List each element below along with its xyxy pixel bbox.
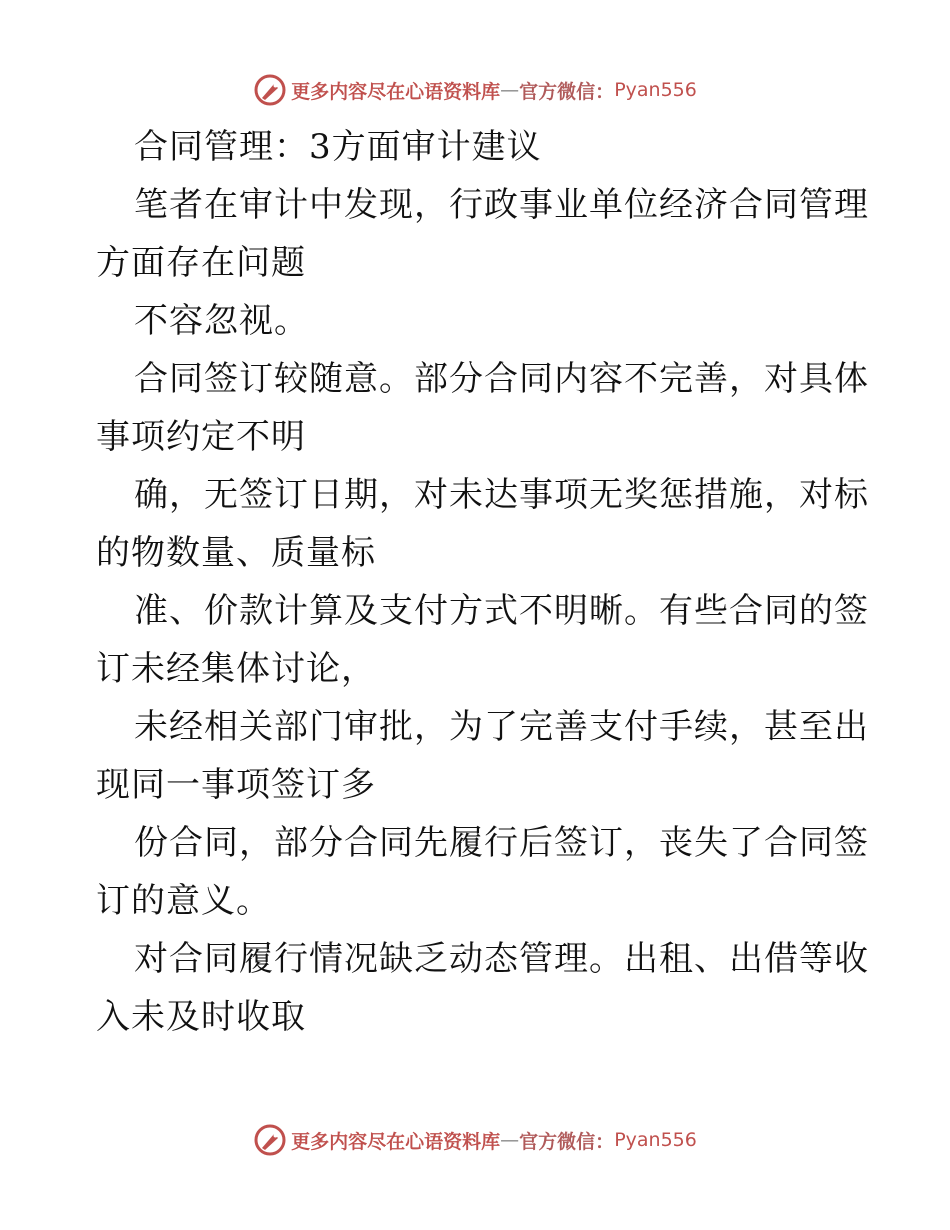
body-line: 不容忽视。: [134, 301, 309, 341]
body-line: 准、价款计算及支付方式不明晰。有些合同的签: [134, 591, 869, 631]
body-line: 对合同履行情况缺乏动态管理。出租、出借等收: [134, 939, 869, 979]
body-line: 订的意义。: [96, 881, 271, 921]
body-line: 方面存在问题: [96, 243, 306, 283]
watermark-wechat-id: Pyan556: [614, 79, 697, 101]
body-line: 份合同，部分合同先履行后签订，丧失了合同签: [134, 823, 869, 863]
body-line: 入未及时收取: [96, 997, 306, 1037]
body-line: 确，无签订日期，对未达事项无奖惩措施，对标: [134, 475, 869, 515]
body-line: 现同一事项签订多: [96, 765, 376, 805]
body-line: 事项约定不明: [96, 417, 306, 457]
footer-watermark: [0, 1120, 950, 1160]
pen-nib-logo-icon: [253, 73, 287, 107]
body-line: 订未经集体讨论，: [96, 649, 376, 689]
watermark-wechat-id: Pyan556: [614, 1129, 697, 1151]
document-body: [96, 118, 869, 1046]
body-line: 合同签订较随意。部分合同内容不完善，对具体: [134, 359, 869, 399]
watermark-separator: —: [500, 79, 520, 101]
watermark-tail-text: 官方微信：: [519, 80, 615, 103]
body-line: 未经相关部门审批，为了完善支付手续，甚至出: [134, 707, 869, 747]
header-watermark: [0, 70, 950, 110]
watermark-tail-text: 官方微信：: [519, 1130, 615, 1153]
body-line: 的物数量、质量标: [96, 533, 376, 573]
pen-nib-logo-icon: [253, 1123, 287, 1157]
watermark-main-text: 更多内容尽在心语资料库: [291, 80, 501, 103]
body-line: 笔者在审计中发现，行政事业单位经济合同管理: [134, 185, 869, 225]
watermark-main-text: 更多内容尽在心语资料库: [291, 1130, 501, 1153]
watermark-separator: —: [500, 1129, 520, 1151]
document-title: 合同管理：3方面审计建议: [134, 127, 542, 167]
